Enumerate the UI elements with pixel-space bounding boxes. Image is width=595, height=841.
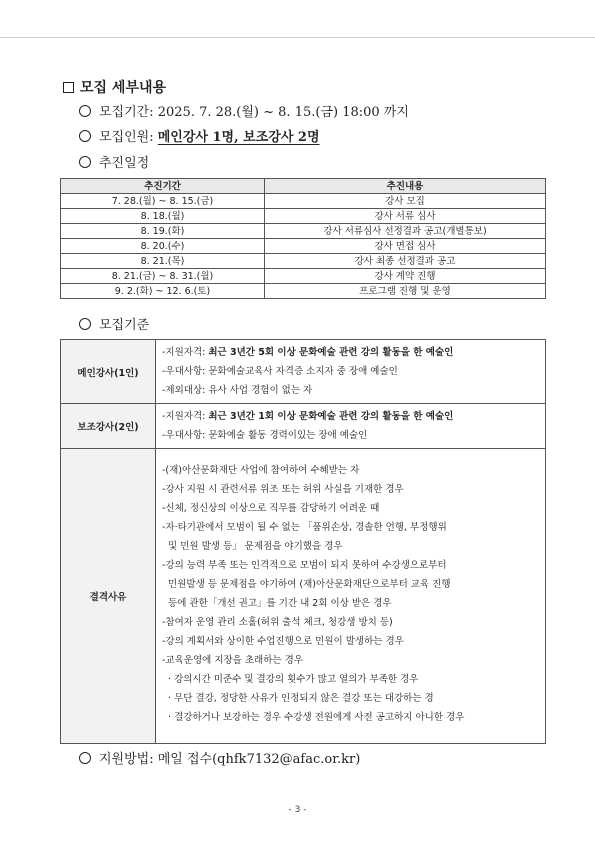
- main-exclusion: -제외대상: 유사 사업 경험이 없는 자: [162, 385, 313, 396]
- disqualification-label: 결격사유: [61, 449, 156, 744]
- schedule-task: 강사 서류 심사: [265, 209, 546, 224]
- schedule-date: 8. 21.(금) ~ 8. 31.(월): [61, 269, 265, 284]
- table-row: [61, 254, 546, 269]
- checkbox-square-icon: [63, 82, 74, 93]
- top-divider: [0, 37, 595, 38]
- list-item: 및 민원 발생 등」 문제점을 야기했을 경우: [162, 541, 343, 552]
- circle-bullet-icon: [79, 318, 91, 330]
- period-text: 모집기간: 2025. 7. 28.(월) ~ 8. 15.(금) 18:00 까지: [99, 105, 409, 120]
- circle-bullet-icon: [79, 752, 91, 764]
- schedule-date: 8. 21.(목): [61, 254, 265, 269]
- table-row: [61, 194, 546, 209]
- period-item: [79, 101, 409, 120]
- criteria-heading: [79, 314, 149, 333]
- list-item: -교육운영에 지장을 초래하는 경우: [162, 655, 303, 666]
- schedule-task: 강사 계약 진행: [265, 269, 546, 284]
- main-instructor-label: 메인강사(1인): [61, 340, 156, 404]
- schedule-task: 강사 최종 선정결과 공고: [265, 254, 546, 269]
- schedule-header-row: [61, 179, 546, 194]
- schedule-task: 프로그램 진행 및 운영: [265, 284, 546, 299]
- list-item: -(재)아산문화재단 사업에 참여하여 수혜받는 자: [162, 465, 360, 476]
- list-item: 등에 관한「개선 권고」를 기간 내 2회 이상 받은 경우: [162, 598, 392, 609]
- schedule-task: 강사 면접 심사: [265, 239, 546, 254]
- assistant-instructor-label: 보조강사(2인): [61, 404, 156, 449]
- schedule-date: 8. 18.(월): [61, 209, 265, 224]
- section-title: 모집 세부내용: [80, 80, 167, 96]
- schedule-header-content: 추진내용: [265, 179, 546, 194]
- assistant-preference: -우대사항: 문화예술 활동 경력이있는 장애 예술인: [162, 430, 368, 441]
- qual-prefix: -지원자격:: [162, 411, 209, 422]
- schedule-date: 7. 28.(월) ~ 8. 15.(금): [61, 194, 265, 209]
- schedule-table: [60, 178, 546, 299]
- main-qualification: 최근 3년간 5회 이상 문화예술 관련 강의 활동을 한 예술인: [208, 347, 454, 358]
- table-row: [61, 284, 546, 299]
- recruit-label: 모집인원:: [99, 130, 158, 145]
- section-heading: [63, 77, 166, 97]
- main-preference: -우대사항: 문화예술교육사 자격증 소지자 중 장애 예술인: [162, 366, 398, 377]
- list-item: · 무단 결강, 정당한 사유가 인정되지 않은 결강 또는 대강하는 경: [162, 693, 434, 704]
- list-item: -강의 계획서와 상이한 수업진행으로 민원이 발생하는 경우: [162, 636, 404, 647]
- circle-bullet-icon: [79, 156, 91, 168]
- criteria-assist-row: [61, 404, 546, 449]
- schedule-date: 9. 2.(화) ~ 12. 6.(토): [61, 284, 265, 299]
- assistant-qualification: 최근 3년간 1회 이상 문화예술 관련 강의 활동을 한 예술인: [208, 411, 454, 422]
- schedule-task: 강사 모집: [265, 194, 546, 209]
- criteria-disq-row: [61, 449, 546, 744]
- schedule-header-period: 추진기간: [61, 179, 265, 194]
- criteria-main-row: [61, 340, 546, 404]
- list-item: · 결강하거나 보강하는 경우 수강생 전원에게 사전 공고하지 아니한 경우: [162, 712, 465, 723]
- apply-item: [79, 748, 360, 767]
- apply-text: 지원방법: 메일 접수(qhfk7132@afac.or.kr): [99, 752, 361, 767]
- recruit-value: 메인강사 1명, 보조강사 2명: [157, 130, 320, 145]
- list-item: · 강의시간 미준수 및 결강의 횟수가 많고 열의가 부족한 경우: [162, 674, 419, 685]
- recruit-item: [79, 126, 320, 145]
- criteria-title: 모집기준: [99, 318, 150, 333]
- table-row: [61, 239, 546, 254]
- schedule-title: 추진일정: [99, 156, 150, 171]
- list-item: -신체, 정신상의 이상으로 직무를 감당하기 어려운 때: [162, 503, 380, 514]
- list-item: 민원발생 등 문제점을 야기하여 (재)아산문화재단으로부터 교육 진행: [162, 579, 451, 590]
- criteria-table: [60, 339, 546, 744]
- table-row: [61, 209, 546, 224]
- main-instructor-criteria: [156, 340, 546, 404]
- table-row: [61, 269, 546, 284]
- schedule-heading: [79, 152, 149, 171]
- assistant-instructor-criteria: [156, 404, 546, 449]
- disqualification-list: [156, 449, 546, 744]
- schedule-date: 8. 20.(수): [61, 239, 265, 254]
- list-item: -자·타기관에서 모범이 될 수 없는 「품위손상, 경솔한 언행, 부정행위: [162, 522, 447, 533]
- schedule-date: 8. 19.(화): [61, 224, 265, 239]
- schedule-task: 강사 서류심사 선정결과 공고(개별통보): [265, 224, 546, 239]
- list-item: -강사 지원 시 관련서류 위조 또는 허위 사실을 기재한 경우: [162, 484, 404, 495]
- circle-bullet-icon: [79, 105, 91, 117]
- list-item: -강의 능력 부족 또는 인격적으로 모범이 되지 못하여 수강생으로부터: [162, 560, 447, 571]
- table-row: [61, 224, 546, 239]
- list-item: -참여자 운영 관리 소홀(허위 출석 체크, 청강생 방치 등): [162, 617, 393, 628]
- page-number: - 3 -: [288, 805, 307, 815]
- qual-prefix: -지원자격:: [162, 347, 209, 358]
- circle-bullet-icon: [79, 130, 91, 142]
